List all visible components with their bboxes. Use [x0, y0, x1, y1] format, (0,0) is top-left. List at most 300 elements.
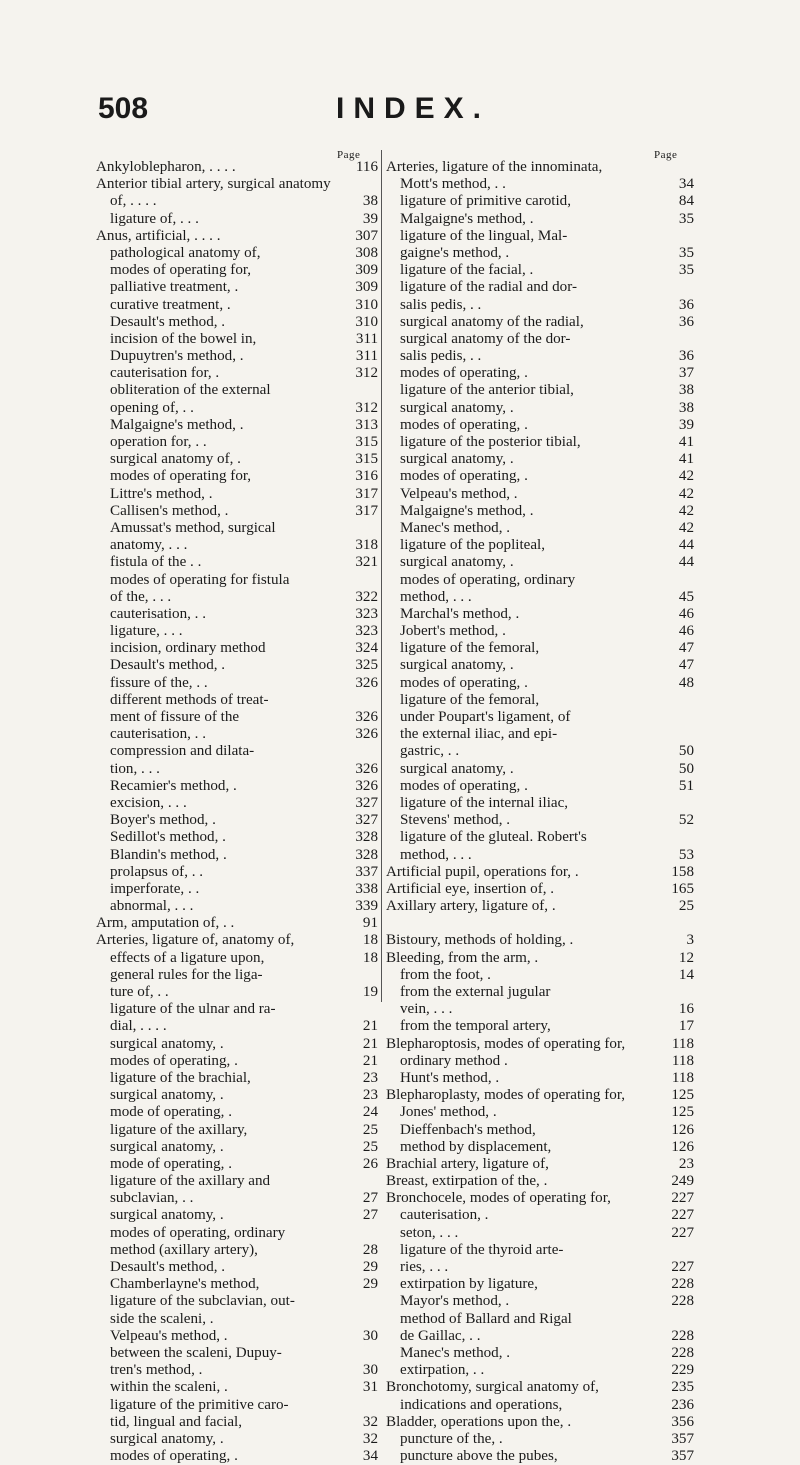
index-entry	[96, 967, 378, 984]
entry-page: 32	[362, 1430, 378, 1447]
index-entry	[96, 348, 378, 365]
index-entry	[96, 417, 378, 434]
index-entry	[96, 468, 378, 485]
entry-page: 21	[362, 1035, 378, 1052]
entry-page: 21	[362, 1052, 378, 1069]
index-entry	[96, 331, 378, 348]
entry-text: surgical anatomy of the radial,	[400, 313, 584, 330]
entry-text: Bronchocele, modes of operating for,	[386, 1190, 611, 1207]
entry-page: 249	[671, 1173, 694, 1190]
entry-page: 309	[355, 279, 378, 296]
index-entry	[96, 623, 378, 640]
index-entry	[386, 709, 694, 726]
index-entry	[386, 881, 694, 898]
entry-text: operation for, . .	[110, 434, 207, 450]
entry-page: 24	[362, 1104, 378, 1121]
index-entry	[96, 984, 378, 1001]
index-entry	[96, 1036, 378, 1053]
entry-text: from the external jugular	[400, 984, 551, 1000]
index-entry	[386, 211, 694, 228]
entry-page: 42	[678, 519, 694, 536]
index-entry	[96, 193, 378, 210]
entry-text: puncture above the pubes,	[400, 1448, 558, 1465]
entry-text: method, . . .	[400, 588, 472, 605]
entry-page: 326	[355, 726, 378, 743]
entry-text: tion, . . .	[110, 760, 160, 777]
index-entry	[386, 726, 694, 743]
entry-text: ligature of the subclavian, out-	[110, 1293, 295, 1310]
entry-text: modes of operating, .	[400, 777, 528, 794]
index-entry	[96, 589, 378, 606]
entry-text: salis pedis, . .	[400, 348, 482, 365]
entry-text: Bleeding, from the arm, .	[386, 949, 539, 966]
entry-text: surgical anatomy, .	[400, 399, 514, 416]
entry-text: surgical anatomy, .	[110, 1035, 224, 1052]
entry-page: 337	[355, 863, 378, 880]
entry-text: Axillary artery, ligature of, .	[386, 898, 556, 915]
index-column-right	[386, 147, 694, 1465]
entry-page: 309	[355, 262, 378, 279]
entry-text: pathological anatomy of,	[110, 244, 261, 261]
entry-page: 227	[671, 1190, 694, 1207]
entry-page: 315	[355, 434, 378, 450]
index-entry	[386, 1242, 694, 1259]
index-entry	[386, 1070, 694, 1087]
index-entry	[96, 262, 378, 279]
entry-page: 27	[362, 1207, 378, 1224]
entry-page: 53	[678, 846, 694, 863]
entry-text: Stevens' method, .	[400, 812, 511, 829]
entry-text: between the scaleni, Dupuy-	[110, 1344, 282, 1361]
entry-page: 126	[671, 1121, 694, 1138]
entry-page: 12	[678, 949, 694, 966]
index-entry	[96, 1362, 378, 1379]
entry-page: 323	[355, 623, 378, 640]
entry-page: 25	[362, 1121, 378, 1138]
entry-page: 228	[671, 1327, 694, 1344]
entry-page: 38	[362, 193, 378, 210]
entry-text: modes of operating, ordinary	[110, 1224, 286, 1241]
entry-page: 50	[678, 743, 694, 760]
entry-page: 339	[355, 898, 378, 915]
entry-text: Jones' method, .	[400, 1104, 497, 1121]
index-entry	[96, 1345, 378, 1362]
entry-page: 316	[355, 468, 378, 485]
index-entry	[96, 211, 378, 228]
index-entry	[386, 606, 694, 623]
entry-page: 327	[355, 812, 378, 829]
index-entry	[96, 795, 378, 812]
entry-page: 227	[671, 1207, 694, 1224]
entry-page: 125	[671, 1087, 694, 1104]
index-entry	[386, 520, 694, 537]
index-entry	[96, 503, 378, 520]
entry-text: ligature of the gluteal. Robert's	[400, 829, 587, 846]
entry-text: fissure of the, . .	[110, 674, 208, 691]
index-entry	[386, 1122, 694, 1139]
entry-text: Arteries, ligature of, anatomy of,	[96, 932, 295, 949]
entry-page: 118	[671, 1035, 694, 1052]
index-entry	[386, 1036, 694, 1053]
index-entry	[96, 864, 378, 881]
entry-text: fistula of the . .	[110, 554, 202, 571]
index-entry	[386, 1259, 694, 1276]
entry-page: 51	[678, 777, 694, 794]
entry-text: modes of operating, .	[400, 365, 528, 382]
entry-text: Brachial artery, ligature of,	[386, 1155, 549, 1172]
index-entry	[386, 847, 694, 864]
entry-page: 126	[671, 1138, 694, 1155]
entry-text: surgical anatomy, .	[110, 1430, 224, 1447]
index-entry	[386, 1173, 694, 1190]
entry-page: 228	[671, 1293, 694, 1310]
index-entry	[386, 434, 694, 451]
entry-text: from the foot, .	[400, 966, 491, 983]
entry-text: different methods of treat-	[110, 691, 269, 708]
index-entry	[96, 709, 378, 726]
entry-text: Boyer's method, .	[110, 812, 216, 829]
index-entry	[96, 314, 378, 331]
entry-page: 21	[362, 1018, 378, 1035]
index-entry	[96, 1448, 378, 1465]
entry-page: 228	[671, 1276, 694, 1293]
index-entry	[96, 761, 378, 778]
index-entry	[96, 400, 378, 417]
entry-page: 328	[355, 829, 378, 846]
index-entry	[386, 932, 694, 949]
entry-text: Desault's method, .	[110, 313, 226, 330]
index-entries	[96, 159, 378, 1465]
entry-text: gastric, . .	[400, 743, 460, 760]
entry-text: ligature of the brachial,	[110, 1069, 251, 1086]
entry-page: 46	[678, 605, 694, 622]
index-entry	[96, 1122, 378, 1139]
entry-page: 324	[355, 640, 378, 657]
entry-page: 311	[355, 330, 378, 347]
entry-page: 236	[671, 1396, 694, 1413]
index-entry	[386, 812, 694, 829]
index-entry	[386, 795, 694, 812]
entry-text: Artificial eye, insertion of, .	[386, 880, 555, 897]
index-column-left	[96, 147, 378, 1465]
index-entry	[96, 1173, 378, 1190]
entry-page: 38	[678, 399, 694, 416]
index-entry	[96, 692, 378, 709]
index-entry	[386, 967, 694, 984]
index-entry	[386, 1104, 694, 1121]
entry-page: 39	[678, 416, 694, 433]
entry-page: 338	[355, 880, 378, 897]
entry-page: 317	[355, 485, 378, 502]
entry-text: ligature of the radial and dor-	[400, 279, 577, 296]
entry-text: Bistoury, methods of holding, .	[386, 932, 574, 949]
entry-page: 227	[671, 1224, 694, 1241]
entry-page: 46	[678, 623, 694, 640]
entry-text: Breast, extirpation of the, .	[386, 1173, 548, 1190]
index-entry	[386, 984, 694, 1001]
entry-page: 41	[678, 434, 694, 450]
entry-text: salis pedis, . .	[400, 296, 482, 313]
index-entry	[386, 468, 694, 485]
entry-page: 357	[671, 1448, 694, 1465]
entry-text: modes of operating, .	[400, 416, 528, 433]
index-entry	[386, 1293, 694, 1310]
entry-page: 47	[678, 640, 694, 657]
index-entry	[96, 1139, 378, 1156]
entry-text: ries, . . .	[400, 1259, 449, 1275]
index-entry	[386, 228, 694, 245]
entry-page: 35	[678, 262, 694, 279]
index-entry	[386, 314, 694, 331]
entry-text: method of Ballard and Rigal	[400, 1310, 572, 1327]
entry-page: 48	[678, 674, 694, 691]
index-entry	[386, 692, 694, 709]
entry-page: 17	[678, 1018, 694, 1035]
entry-text: ligature of the axillary and	[110, 1173, 271, 1190]
entry-text: ligature of primitive carotid,	[400, 193, 572, 210]
index-entry	[386, 778, 694, 795]
entry-text: Velpeau's method, .	[110, 1327, 228, 1344]
entry-text: obliteration of the external	[110, 382, 271, 399]
index-entry	[96, 434, 378, 451]
entry-text: surgical anatomy of, .	[110, 451, 241, 468]
entry-text: cauterisation for, .	[110, 365, 220, 382]
entry-text: method by displacement,	[400, 1138, 552, 1155]
entry-text: ligature of the ulnar and ra-	[110, 1001, 276, 1018]
entry-page: 321	[355, 554, 378, 571]
entry-text: mode of operating, .	[110, 1104, 232, 1121]
index-entry	[386, 193, 694, 210]
index-entry	[96, 572, 378, 589]
entry-page: 35	[678, 210, 694, 227]
index-entry	[96, 1190, 378, 1207]
entry-text: Callisen's method, .	[110, 502, 229, 519]
index-entry	[386, 915, 694, 932]
index-entry	[96, 1431, 378, 1448]
index-entry	[96, 1414, 378, 1431]
entry-page: 42	[678, 468, 694, 485]
entry-text: modes of operating, .	[110, 1052, 238, 1069]
index-entry	[386, 159, 694, 176]
entry-page: 28	[362, 1241, 378, 1258]
entry-page: 327	[355, 794, 378, 811]
entry-page: 165	[671, 880, 694, 897]
entry-text: method, . . .	[400, 846, 472, 863]
entry-text: Bladder, operations upon the, .	[386, 1413, 572, 1430]
index-entry	[386, 1431, 694, 1448]
entry-text: Anus, artificial, . . . .	[96, 227, 221, 244]
index-entry	[96, 365, 378, 382]
index-entry	[96, 829, 378, 846]
entry-text: Mayor's method, .	[400, 1293, 510, 1310]
index-entry	[96, 520, 378, 537]
entry-page: 39	[362, 210, 378, 227]
index-entry	[96, 726, 378, 743]
entry-text: Manec's method, .	[400, 519, 511, 536]
entry-text: modes of operating, .	[110, 1448, 238, 1465]
index-entry	[386, 572, 694, 589]
entry-text: opening of, . .	[110, 399, 194, 416]
entry-text: compression and dilata-	[110, 743, 255, 760]
entry-page: 25	[362, 1138, 378, 1155]
index-entry	[386, 554, 694, 571]
entry-text: cauterisation, . .	[110, 726, 206, 743]
index-entry	[386, 279, 694, 296]
index-entry	[386, 1362, 694, 1379]
index-entry	[386, 348, 694, 365]
running-title: INDEX.	[336, 92, 491, 125]
column-divider	[381, 150, 382, 1002]
entry-text: modes of operating for,	[110, 262, 252, 279]
entry-page: 32	[362, 1413, 378, 1430]
entry-page: 229	[671, 1362, 694, 1379]
entry-text: Blandin's method, .	[110, 846, 227, 863]
entry-page: 38	[678, 382, 694, 399]
entry-page: 125	[671, 1104, 694, 1121]
entry-text: extirpation, . .	[400, 1362, 485, 1379]
entry-page: 313	[355, 416, 378, 433]
entry-text: from the temporal artery,	[400, 1018, 551, 1035]
entry-text: Hunt's method, .	[400, 1069, 500, 1086]
entry-page: 307	[355, 227, 378, 244]
index-entry	[96, 382, 378, 399]
index-entry	[386, 761, 694, 778]
index-entry	[386, 898, 694, 915]
entry-text: of the, . . .	[110, 588, 172, 605]
page-number: 508	[98, 92, 149, 125]
entry-page: 36	[678, 296, 694, 313]
entry-page: 44	[678, 537, 694, 554]
entry-page: 315	[355, 451, 378, 468]
entry-page: 29	[362, 1276, 378, 1293]
entry-page: 23	[678, 1155, 694, 1172]
entry-text: tid, lingual and facial,	[110, 1413, 243, 1430]
index-entry	[96, 1293, 378, 1310]
index-entry	[96, 881, 378, 898]
entry-text: vein, . . .	[400, 1001, 453, 1018]
entry-text: surgical anatomy, .	[400, 451, 514, 468]
index-entry	[386, 864, 694, 881]
entry-page: 118	[671, 1052, 694, 1069]
index-entry	[386, 1087, 694, 1104]
entry-page: 23	[362, 1069, 378, 1086]
index-entry	[386, 657, 694, 674]
entry-text: surgical anatomy, .	[400, 657, 514, 674]
entry-text: ligature, . . .	[110, 623, 183, 640]
index-entry	[386, 1397, 694, 1414]
entry-text: Manec's method, .	[400, 1344, 511, 1361]
entry-text: de Gaillac, . .	[400, 1327, 481, 1344]
entry-text: surgical anatomy, .	[110, 1207, 224, 1224]
entry-text: modes of operating for,	[110, 468, 252, 485]
entry-page: 318	[355, 537, 378, 554]
entry-text: Jobert's method, .	[400, 623, 506, 640]
entry-text: Malgaigne's method, .	[110, 416, 244, 433]
entry-text: ligature of the femoral,	[400, 691, 540, 708]
entry-page: 26	[362, 1155, 378, 1172]
entry-text: cauterisation, .	[400, 1207, 489, 1224]
entry-page: 325	[355, 657, 378, 674]
entry-page: 14	[678, 966, 694, 983]
index-entry	[96, 657, 378, 674]
entry-text: ligature of the facial, .	[400, 262, 534, 279]
index-entry	[96, 915, 378, 932]
index-entry	[96, 1328, 378, 1345]
entry-page: 326	[355, 709, 378, 725]
index-entry	[386, 1053, 694, 1070]
index-entry	[386, 331, 694, 348]
index-entry	[96, 1207, 378, 1224]
entry-page: 23	[362, 1087, 378, 1104]
index-entry	[96, 1001, 378, 1018]
index-entry	[96, 743, 378, 760]
entry-text: ligature of the thyroid arte-	[400, 1241, 564, 1258]
entry-page: 317	[355, 502, 378, 519]
entry-text: cauterisation, . .	[110, 605, 206, 622]
entry-text: seton, . . .	[400, 1224, 459, 1241]
index-entry	[386, 262, 694, 279]
entry-page: 3	[686, 932, 694, 949]
entry-page: 118	[671, 1069, 694, 1086]
entry-text: mode of operating, .	[110, 1155, 232, 1172]
index-entry	[96, 1087, 378, 1104]
entry-text: within the scaleni, .	[110, 1379, 228, 1396]
entry-text: subclavian, . .	[110, 1190, 194, 1207]
entry-text: side the scaleni, .	[110, 1310, 214, 1327]
entry-text: Artificial pupil, operations for, .	[386, 863, 579, 880]
index-entry	[96, 1053, 378, 1070]
entry-text: Littre's method, .	[110, 485, 213, 502]
index-entry	[96, 898, 378, 915]
entry-text: Desault's method, .	[110, 1259, 226, 1275]
entry-page: 357	[671, 1430, 694, 1447]
entry-text: Velpeau's method, .	[400, 485, 518, 502]
entry-page: 18	[362, 932, 378, 949]
entry-text: Malgaigne's method, .	[400, 502, 534, 519]
index-entry	[386, 743, 694, 760]
entry-text: ment of fissure of the	[110, 709, 240, 725]
entry-page: 47	[678, 657, 694, 674]
index-entry	[96, 245, 378, 262]
entry-page: 84	[678, 193, 694, 210]
index-entry	[96, 554, 378, 571]
entry-text: modes of operating, .	[400, 468, 528, 485]
index-entry	[96, 675, 378, 692]
index-entry	[96, 1070, 378, 1087]
entry-text: ligature of the posterior tibial,	[400, 434, 581, 450]
entry-page: 328	[355, 846, 378, 863]
index-entry	[96, 297, 378, 314]
entry-page: 44	[678, 554, 694, 571]
index-entry	[96, 1156, 378, 1173]
index-entry	[96, 159, 378, 176]
entry-page: 19	[362, 984, 378, 1000]
index-entry	[96, 486, 378, 503]
entry-text: incision, ordinary method	[110, 640, 266, 657]
index-entry	[386, 365, 694, 382]
entry-page: 326	[355, 760, 378, 777]
entry-page: 16	[678, 1001, 694, 1018]
entry-page: 30	[362, 1362, 378, 1379]
entry-page: 31	[362, 1379, 378, 1396]
entry-text: curative treatment, .	[110, 296, 231, 313]
index-entry	[386, 1001, 694, 1018]
entry-page: 18	[362, 949, 378, 966]
index-entry	[386, 623, 694, 640]
entry-page: 36	[678, 313, 694, 330]
entry-text: imperforate, . .	[110, 880, 200, 897]
entry-page: 308	[355, 244, 378, 261]
